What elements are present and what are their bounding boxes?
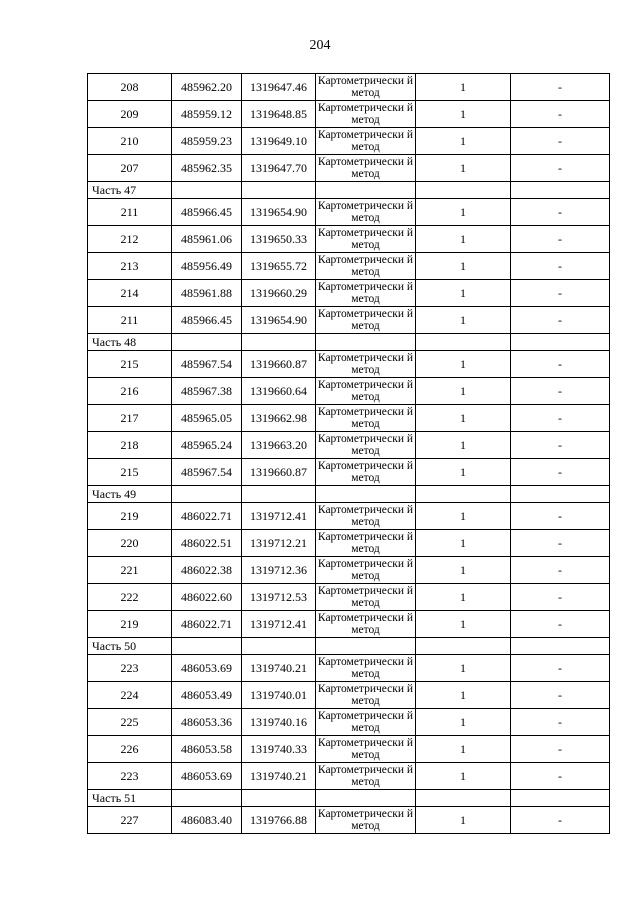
- point-number-cell: 226: [88, 736, 172, 763]
- part-header-row: [88, 486, 610, 503]
- method-cell: [316, 351, 416, 378]
- empty-cell: [416, 638, 511, 655]
- y-coordinate-cell: 1319660.87: [242, 459, 316, 486]
- accuracy-cell: 1: [416, 655, 511, 682]
- x-coordinate-cell: 485967.54: [172, 459, 242, 486]
- y-coordinate-cell: 1319740.21: [242, 655, 316, 682]
- table-row: [88, 530, 610, 557]
- x-coordinate-cell: 485961.88: [172, 280, 242, 307]
- method-text: Картометрически й метод: [317, 227, 414, 251]
- accuracy-cell: 1: [416, 584, 511, 611]
- method-text: Картометрически й метод: [317, 102, 414, 126]
- method-cell: [316, 682, 416, 709]
- y-coordinate-cell: 1319712.41: [242, 503, 316, 530]
- method-cell: [316, 128, 416, 155]
- description-cell: -: [511, 74, 610, 101]
- empty-cell: [172, 334, 242, 351]
- description-cell: -: [511, 101, 610, 128]
- method-text: Картометрически й метод: [317, 406, 414, 430]
- method-cell: [316, 432, 416, 459]
- table-row: [88, 199, 610, 226]
- empty-cell: [316, 790, 416, 807]
- point-number-cell: 219: [88, 503, 172, 530]
- table-row: [88, 405, 610, 432]
- x-coordinate-cell: 486022.51: [172, 530, 242, 557]
- empty-cell: [316, 638, 416, 655]
- description-cell: -: [511, 226, 610, 253]
- description-cell: -: [511, 557, 610, 584]
- y-coordinate-cell: 1319740.01: [242, 682, 316, 709]
- x-coordinate-cell: 486053.69: [172, 763, 242, 790]
- description-cell: -: [511, 432, 610, 459]
- point-number-cell: 215: [88, 459, 172, 486]
- method-cell: [316, 280, 416, 307]
- table-row: [88, 155, 610, 182]
- part-label: Часть 47: [88, 182, 172, 199]
- method-cell: [316, 226, 416, 253]
- y-coordinate-cell: 1319649.10: [242, 128, 316, 155]
- method-text: Картометрически й метод: [317, 254, 414, 278]
- accuracy-cell: 1: [416, 530, 511, 557]
- x-coordinate-cell: 485965.05: [172, 405, 242, 432]
- accuracy-cell: 1: [416, 432, 511, 459]
- method-text: Картометрически й метод: [317, 710, 414, 734]
- y-coordinate-cell: 1319712.21: [242, 530, 316, 557]
- point-number-cell: 222: [88, 584, 172, 611]
- table-row: [88, 307, 610, 334]
- part-label: Часть 48: [88, 334, 172, 351]
- empty-cell: [242, 790, 316, 807]
- description-cell: -: [511, 253, 610, 280]
- table-row: [88, 807, 610, 834]
- table-row: [88, 101, 610, 128]
- description-cell: -: [511, 503, 610, 530]
- table-row: [88, 682, 610, 709]
- table-row: [88, 655, 610, 682]
- point-number-cell: 211: [88, 199, 172, 226]
- method-text: Картометрически й метод: [317, 433, 414, 457]
- y-coordinate-cell: 1319647.46: [242, 74, 316, 101]
- empty-cell: [316, 486, 416, 503]
- method-text: Картометрически й метод: [317, 764, 414, 788]
- method-text: Картометрически й метод: [317, 531, 414, 555]
- method-cell: [316, 101, 416, 128]
- description-cell: -: [511, 807, 610, 834]
- empty-cell: [172, 638, 242, 655]
- description-cell: -: [511, 655, 610, 682]
- y-coordinate-cell: 1319663.20: [242, 432, 316, 459]
- y-coordinate-cell: 1319650.33: [242, 226, 316, 253]
- empty-cell: [172, 790, 242, 807]
- accuracy-cell: 1: [416, 101, 511, 128]
- method-text: Картометрически й метод: [317, 460, 414, 484]
- description-cell: -: [511, 611, 610, 638]
- table-row: [88, 736, 610, 763]
- method-text: Картометрически й метод: [317, 504, 414, 528]
- point-number-cell: 227: [88, 807, 172, 834]
- accuracy-cell: 1: [416, 682, 511, 709]
- x-coordinate-cell: 485961.06: [172, 226, 242, 253]
- empty-cell: [416, 790, 511, 807]
- table-row: [88, 432, 610, 459]
- table-row: [88, 226, 610, 253]
- description-cell: -: [511, 307, 610, 334]
- table-row: [88, 351, 610, 378]
- method-cell: [316, 503, 416, 530]
- method-text: Картометрически й метод: [317, 683, 414, 707]
- table-row: [88, 378, 610, 405]
- method-cell: [316, 584, 416, 611]
- accuracy-cell: 1: [416, 709, 511, 736]
- empty-cell: [242, 638, 316, 655]
- method-cell: [316, 530, 416, 557]
- point-number-cell: 219: [88, 611, 172, 638]
- method-cell: [316, 378, 416, 405]
- point-number-cell: 207: [88, 155, 172, 182]
- part-header-row: [88, 638, 610, 655]
- table-row: [88, 584, 610, 611]
- description-cell: -: [511, 155, 610, 182]
- point-number-cell: 218: [88, 432, 172, 459]
- part-label: Часть 50: [88, 638, 172, 655]
- accuracy-cell: 1: [416, 307, 511, 334]
- y-coordinate-cell: 1319648.85: [242, 101, 316, 128]
- description-cell: -: [511, 378, 610, 405]
- method-text: Картометрически й метод: [317, 200, 414, 224]
- point-number-cell: 223: [88, 655, 172, 682]
- method-cell: [316, 807, 416, 834]
- x-coordinate-cell: 486022.71: [172, 611, 242, 638]
- method-text: Картометрически й метод: [317, 737, 414, 761]
- empty-cell: [316, 182, 416, 199]
- table-row: [88, 709, 610, 736]
- x-coordinate-cell: 485967.54: [172, 351, 242, 378]
- description-cell: -: [511, 459, 610, 486]
- method-text: Картометрически й метод: [317, 612, 414, 636]
- point-number-cell: 211: [88, 307, 172, 334]
- y-coordinate-cell: 1319766.88: [242, 807, 316, 834]
- x-coordinate-cell: 485965.24: [172, 432, 242, 459]
- method-text: Картометрически й метод: [317, 75, 414, 99]
- x-coordinate-cell: 485959.23: [172, 128, 242, 155]
- y-coordinate-cell: 1319712.53: [242, 584, 316, 611]
- x-coordinate-cell: 485956.49: [172, 253, 242, 280]
- method-cell: [316, 74, 416, 101]
- part-header-row: [88, 790, 610, 807]
- y-coordinate-cell: 1319712.41: [242, 611, 316, 638]
- table-row: [88, 611, 610, 638]
- method-cell: [316, 405, 416, 432]
- point-number-cell: 220: [88, 530, 172, 557]
- description-cell: -: [511, 763, 610, 790]
- description-cell: -: [511, 128, 610, 155]
- point-number-cell: 216: [88, 378, 172, 405]
- point-number-cell: 217: [88, 405, 172, 432]
- description-cell: -: [511, 199, 610, 226]
- empty-cell: [316, 334, 416, 351]
- table-row: [88, 128, 610, 155]
- method-text: Картометрически й метод: [317, 656, 414, 680]
- table-row: [88, 74, 610, 101]
- accuracy-cell: 1: [416, 199, 511, 226]
- method-text: Картометрически й метод: [317, 808, 414, 832]
- method-cell: [316, 736, 416, 763]
- point-number-cell: 224: [88, 682, 172, 709]
- y-coordinate-cell: 1319660.87: [242, 351, 316, 378]
- accuracy-cell: 1: [416, 351, 511, 378]
- method-text: Картометрически й метод: [317, 379, 414, 403]
- empty-cell: [416, 486, 511, 503]
- empty-cell: [511, 334, 610, 351]
- description-cell: -: [511, 530, 610, 557]
- description-cell: -: [511, 405, 610, 432]
- method-text: Картометрически й метод: [317, 558, 414, 582]
- point-number-cell: 221: [88, 557, 172, 584]
- accuracy-cell: 1: [416, 155, 511, 182]
- x-coordinate-cell: 485966.45: [172, 199, 242, 226]
- accuracy-cell: 1: [416, 74, 511, 101]
- description-cell: -: [511, 351, 610, 378]
- method-cell: [316, 199, 416, 226]
- empty-cell: [172, 182, 242, 199]
- y-coordinate-cell: 1319647.70: [242, 155, 316, 182]
- accuracy-cell: 1: [416, 611, 511, 638]
- x-coordinate-cell: 486022.60: [172, 584, 242, 611]
- y-coordinate-cell: 1319740.16: [242, 709, 316, 736]
- empty-cell: [242, 334, 316, 351]
- point-number-cell: 215: [88, 351, 172, 378]
- point-number-cell: 213: [88, 253, 172, 280]
- x-coordinate-cell: 486053.49: [172, 682, 242, 709]
- method-cell: [316, 655, 416, 682]
- table-row: [88, 280, 610, 307]
- method-cell: [316, 557, 416, 584]
- page-number: 204: [309, 38, 331, 53]
- accuracy-cell: 1: [416, 807, 511, 834]
- x-coordinate-cell: 485959.12: [172, 101, 242, 128]
- table-row: [88, 503, 610, 530]
- empty-cell: [242, 486, 316, 503]
- x-coordinate-cell: 486053.36: [172, 709, 242, 736]
- description-cell: -: [511, 682, 610, 709]
- part-label: Часть 51: [88, 790, 172, 807]
- accuracy-cell: 1: [416, 405, 511, 432]
- table-row: [88, 459, 610, 486]
- x-coordinate-cell: 485962.20: [172, 74, 242, 101]
- y-coordinate-cell: 1319740.21: [242, 763, 316, 790]
- point-number-cell: 208: [88, 74, 172, 101]
- empty-cell: [172, 486, 242, 503]
- description-cell: -: [511, 709, 610, 736]
- point-number-cell: 214: [88, 280, 172, 307]
- point-number-cell: 210: [88, 128, 172, 155]
- x-coordinate-cell: 486022.71: [172, 503, 242, 530]
- coordinates-table: [87, 73, 610, 834]
- point-number-cell: 223: [88, 763, 172, 790]
- method-cell: [316, 459, 416, 486]
- method-text: Картометрически й метод: [317, 129, 414, 153]
- empty-cell: [242, 182, 316, 199]
- point-number-cell: 212: [88, 226, 172, 253]
- accuracy-cell: 1: [416, 763, 511, 790]
- table-row: [88, 253, 610, 280]
- method-text: Картометрически й метод: [317, 308, 414, 332]
- method-cell: [316, 709, 416, 736]
- description-cell: -: [511, 280, 610, 307]
- x-coordinate-cell: 486022.38: [172, 557, 242, 584]
- accuracy-cell: 1: [416, 226, 511, 253]
- accuracy-cell: 1: [416, 280, 511, 307]
- x-coordinate-cell: 486053.58: [172, 736, 242, 763]
- empty-cell: [511, 790, 610, 807]
- y-coordinate-cell: 1319654.90: [242, 307, 316, 334]
- part-header-row: [88, 182, 610, 199]
- method-text: Картометрически й метод: [317, 156, 414, 180]
- accuracy-cell: 1: [416, 378, 511, 405]
- y-coordinate-cell: 1319660.64: [242, 378, 316, 405]
- part-label: Часть 49: [88, 486, 172, 503]
- method-text: Картометрически й метод: [317, 281, 414, 305]
- x-coordinate-cell: 486083.40: [172, 807, 242, 834]
- y-coordinate-cell: 1319660.29: [242, 280, 316, 307]
- y-coordinate-cell: 1319655.72: [242, 253, 316, 280]
- empty-cell: [416, 334, 511, 351]
- y-coordinate-cell: 1319654.90: [242, 199, 316, 226]
- accuracy-cell: 1: [416, 736, 511, 763]
- y-coordinate-cell: 1319740.33: [242, 736, 316, 763]
- accuracy-cell: 1: [416, 128, 511, 155]
- table-row: [88, 763, 610, 790]
- method-text: Картометрически й метод: [317, 352, 414, 376]
- method-cell: [316, 155, 416, 182]
- accuracy-cell: 1: [416, 503, 511, 530]
- accuracy-cell: 1: [416, 253, 511, 280]
- empty-cell: [511, 638, 610, 655]
- y-coordinate-cell: 1319712.36: [242, 557, 316, 584]
- y-coordinate-cell: 1319662.98: [242, 405, 316, 432]
- method-cell: [316, 253, 416, 280]
- accuracy-cell: 1: [416, 459, 511, 486]
- point-number-cell: 209: [88, 101, 172, 128]
- x-coordinate-cell: 485962.35: [172, 155, 242, 182]
- accuracy-cell: 1: [416, 557, 511, 584]
- x-coordinate-cell: 486053.69: [172, 655, 242, 682]
- part-header-row: [88, 334, 610, 351]
- method-cell: [316, 307, 416, 334]
- method-cell: [316, 611, 416, 638]
- method-text: Картометрически й метод: [317, 585, 414, 609]
- description-cell: -: [511, 736, 610, 763]
- table-row: [88, 557, 610, 584]
- point-number-cell: 225: [88, 709, 172, 736]
- description-cell: -: [511, 584, 610, 611]
- empty-cell: [511, 182, 610, 199]
- coordinates-table-body: [88, 74, 610, 834]
- empty-cell: [416, 182, 511, 199]
- method-cell: [316, 763, 416, 790]
- x-coordinate-cell: 485967.38: [172, 378, 242, 405]
- empty-cell: [511, 486, 610, 503]
- x-coordinate-cell: 485966.45: [172, 307, 242, 334]
